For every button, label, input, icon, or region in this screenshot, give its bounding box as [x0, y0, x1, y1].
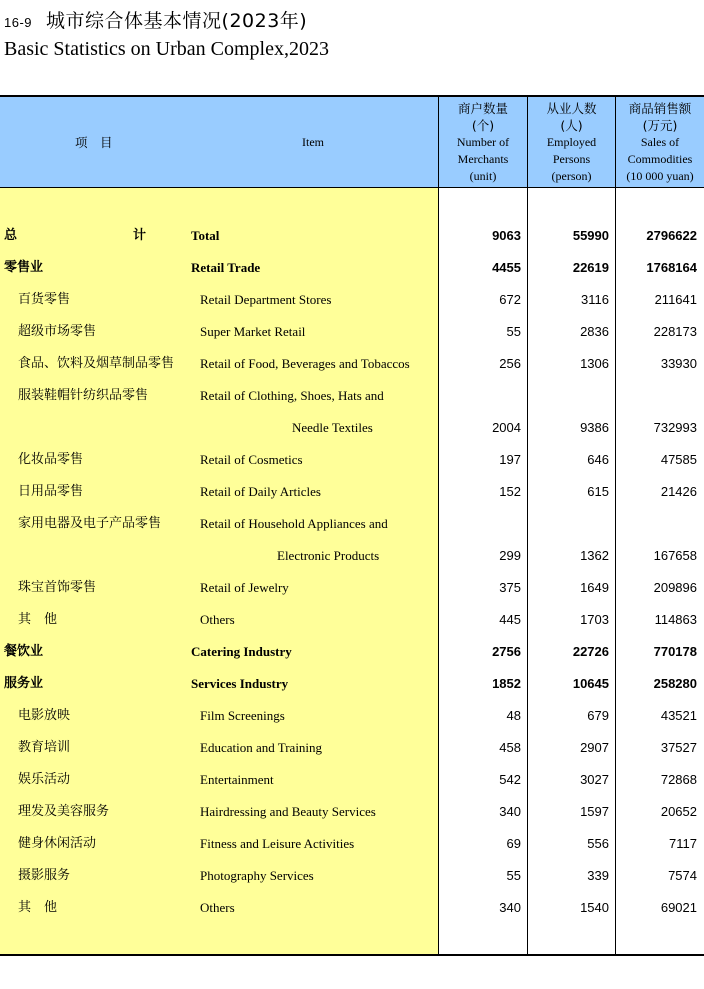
row-persons: 55990 [572, 228, 609, 243]
header-persons-unit-en: (person) [551, 169, 592, 183]
table-row [0, 860, 704, 892]
row-item-cn: 其 他 [18, 900, 58, 915]
row-item-en: Film Screenings [200, 708, 285, 723]
row-sales: 1768164 [646, 260, 697, 275]
row-persons: 646 [587, 452, 609, 467]
header-item-cn: 项 目 [75, 135, 113, 150]
header-persons [528, 97, 615, 188]
row-item-en: Retail of Clothing, Shoes, Hats and [200, 388, 384, 403]
row-persons: 1703 [580, 612, 609, 627]
row-merchants: 2004 [492, 420, 521, 435]
row-sales: 20652 [660, 804, 697, 819]
row-sales: 69021 [660, 900, 697, 915]
row-merchants: 340 [499, 804, 521, 819]
row-item-cn: 理发及美容服务 [18, 804, 110, 819]
row-persons: 2836 [580, 324, 609, 339]
table-row [0, 732, 704, 764]
row-item-cn: 百货零售 [18, 292, 71, 307]
table-row [0, 540, 704, 572]
row-merchants: 542 [499, 772, 521, 787]
table-title-cn [4, 6, 307, 33]
row-item-cn: 化妆品零售 [18, 452, 84, 467]
row-merchants: 375 [499, 580, 521, 595]
row-merchants: 299 [499, 548, 521, 563]
header-sales [616, 97, 704, 188]
row-merchants: 340 [499, 900, 521, 915]
header-sales-en2: Commodities [627, 152, 693, 166]
row-persons: 1649 [580, 580, 609, 595]
header-merchants [439, 97, 527, 188]
row-item-en: Entertainment [200, 772, 274, 787]
table-row [0, 476, 704, 508]
row-item-en: Retail of Cosmetics [200, 452, 303, 467]
row-item-cn: 娱乐活动 [18, 772, 71, 787]
table-number: 16-9 [4, 15, 33, 30]
table-row [0, 796, 704, 828]
row-item-en: Others [200, 900, 235, 915]
row-persons: 339 [587, 868, 609, 883]
row-item-cn: 日用品零售 [18, 484, 84, 499]
row-merchants: 55 [506, 868, 521, 883]
row-sales: 167658 [653, 548, 697, 563]
row-sales: 7574 [668, 868, 697, 883]
row-persons: 1306 [580, 356, 609, 371]
row-sales: 770178 [653, 644, 697, 659]
row-sales: 2796622 [646, 228, 697, 243]
table-row [0, 764, 704, 796]
row-merchants: 69 [506, 836, 521, 851]
row-persons: 679 [587, 708, 609, 723]
row-item-cn: 珠宝首饰零售 [18, 580, 97, 595]
row-persons: 1540 [580, 900, 609, 915]
row-persons: 615 [587, 484, 609, 499]
row-item-en: Retail of Jewelry [200, 580, 289, 595]
row-item-cn: 电影放映 [18, 708, 71, 723]
table-row [0, 668, 704, 700]
table-row [0, 252, 704, 284]
header-merchants-cn: 商户数量 [457, 101, 508, 116]
header-sales-unit-cn: (万元) [642, 118, 678, 133]
row-sales: 37527 [660, 740, 697, 755]
row-item-en: Retail of Daily Articles [200, 484, 321, 499]
table-row [0, 892, 704, 924]
row-sales: 43521 [660, 708, 697, 723]
row-persons: 22726 [572, 644, 609, 659]
row-item-en: Electronic Products [277, 548, 380, 563]
header-merchants-en2: Merchants [457, 152, 509, 166]
row-item-cn: 服务业 [4, 676, 44, 691]
table-row [0, 412, 704, 444]
header-persons-cn: 从业人数 [546, 101, 597, 116]
header-item-en: Item [302, 135, 324, 149]
row-item-cn: 家用电器及电子产品零售 [18, 516, 162, 531]
table-row [0, 444, 704, 476]
row-item-cn: 超级市场零售 [18, 324, 97, 339]
table-bottom-rule [0, 954, 704, 956]
row-item-en: Retail of Household Appliances and [200, 516, 388, 531]
table-row [0, 284, 704, 316]
row-item-en: Retail Trade [191, 260, 261, 275]
row-persons: 9386 [580, 420, 609, 435]
row-sales: 72868 [660, 772, 697, 787]
row-merchants: 445 [499, 612, 521, 627]
row-item-cn: 其 他 [18, 612, 58, 627]
header-persons-en2: Persons [552, 152, 591, 166]
row-sales: 47585 [660, 452, 697, 467]
row-merchants: 672 [499, 292, 521, 307]
row-item-cn: 健身休闲活动 [18, 836, 97, 851]
table-row [0, 604, 704, 636]
table-row [0, 572, 704, 604]
table-row [0, 828, 704, 860]
header-persons-unit-cn: (人) [560, 118, 583, 133]
row-sales: 732993 [653, 420, 697, 435]
row-item-cn: 零售业 [4, 260, 44, 275]
header-sales-unit-en: (10 000 yuan) [626, 169, 694, 183]
row-item-en: Services Industry [191, 676, 289, 691]
row-sales: 21426 [660, 484, 697, 499]
header-merchants-unit-cn: (个) [471, 118, 495, 133]
row-persons: 1597 [580, 804, 609, 819]
table-row [0, 380, 704, 412]
row-persons: 22619 [572, 260, 609, 275]
row-persons: 3116 [581, 292, 609, 307]
row-sales: 211641 [654, 292, 697, 307]
row-merchants: 197 [499, 452, 521, 467]
row-item-en: Education and Training [200, 740, 323, 755]
header-sales-cn: 商品销售额 [628, 101, 692, 116]
row-sales: 228173 [653, 324, 697, 339]
row-sales: 114863 [654, 612, 697, 627]
row-merchants: 55 [506, 324, 521, 339]
row-item-en: Others [200, 612, 235, 627]
row-merchants: 256 [499, 356, 521, 371]
row-item-cn: 食品、饮料及烟草制品零售 [18, 356, 175, 371]
row-persons: 2907 [580, 740, 609, 755]
row-sales: 7117 [669, 836, 697, 851]
table-title-cn-text: 城市综合体基本情况(2023年) [46, 10, 308, 32]
row-merchants: 9063 [492, 228, 521, 243]
row-merchants: 458 [499, 740, 521, 755]
row-item-en: Needle Textiles [292, 420, 373, 435]
table-row [0, 348, 704, 380]
row-item-en: Super Market Retail [200, 324, 306, 339]
row-merchants: 152 [499, 484, 521, 499]
row-merchants: 48 [506, 708, 521, 723]
table-row [0, 700, 704, 732]
table-row [0, 508, 704, 540]
row-item-cn: 服装鞋帽针纺织品零售 [18, 388, 149, 403]
row-item-en: Total [191, 228, 220, 243]
row-item-en: Hairdressing and Beauty Services [200, 804, 376, 819]
row-persons: 10645 [572, 676, 609, 691]
row-merchants: 2756 [492, 644, 521, 659]
row-item-en: Fitness and Leisure Activities [200, 836, 355, 851]
table-row [0, 220, 704, 252]
row-persons: 3027 [580, 772, 609, 787]
row-item-cn: 总 计 [4, 228, 177, 243]
header-persons-en1: Employed [546, 135, 597, 149]
row-merchants: 4455 [492, 260, 521, 275]
row-item-cn: 摄影服务 [18, 868, 71, 883]
header-merchants-unit-en: (unit) [469, 169, 497, 183]
row-item-en: Retail Department Stores [200, 292, 332, 307]
row-sales: 209896 [653, 580, 697, 595]
row-item-cn: 教育培训 [18, 740, 71, 755]
row-item-cn: 餐饮业 [4, 644, 44, 659]
table-row [0, 316, 704, 348]
header-merchants-en1: Number of [456, 135, 510, 149]
row-persons: 556 [587, 836, 609, 851]
header-sales-en1: Sales of [640, 135, 680, 149]
table-header [0, 95, 704, 188]
row-item-en: Retail of Food, Beverages and Tobaccos [200, 356, 410, 371]
table-title-en: Basic Statistics on Urban Complex,2023 [4, 38, 329, 60]
row-item-en: Catering Industry [191, 644, 292, 659]
row-item-en: Photography Services [200, 868, 314, 883]
row-sales: 258280 [653, 676, 697, 691]
table-row [0, 636, 704, 668]
row-persons: 1362 [580, 548, 609, 563]
row-sales: 33930 [660, 356, 697, 371]
row-merchants: 1852 [492, 676, 521, 691]
header-item [0, 97, 438, 188]
